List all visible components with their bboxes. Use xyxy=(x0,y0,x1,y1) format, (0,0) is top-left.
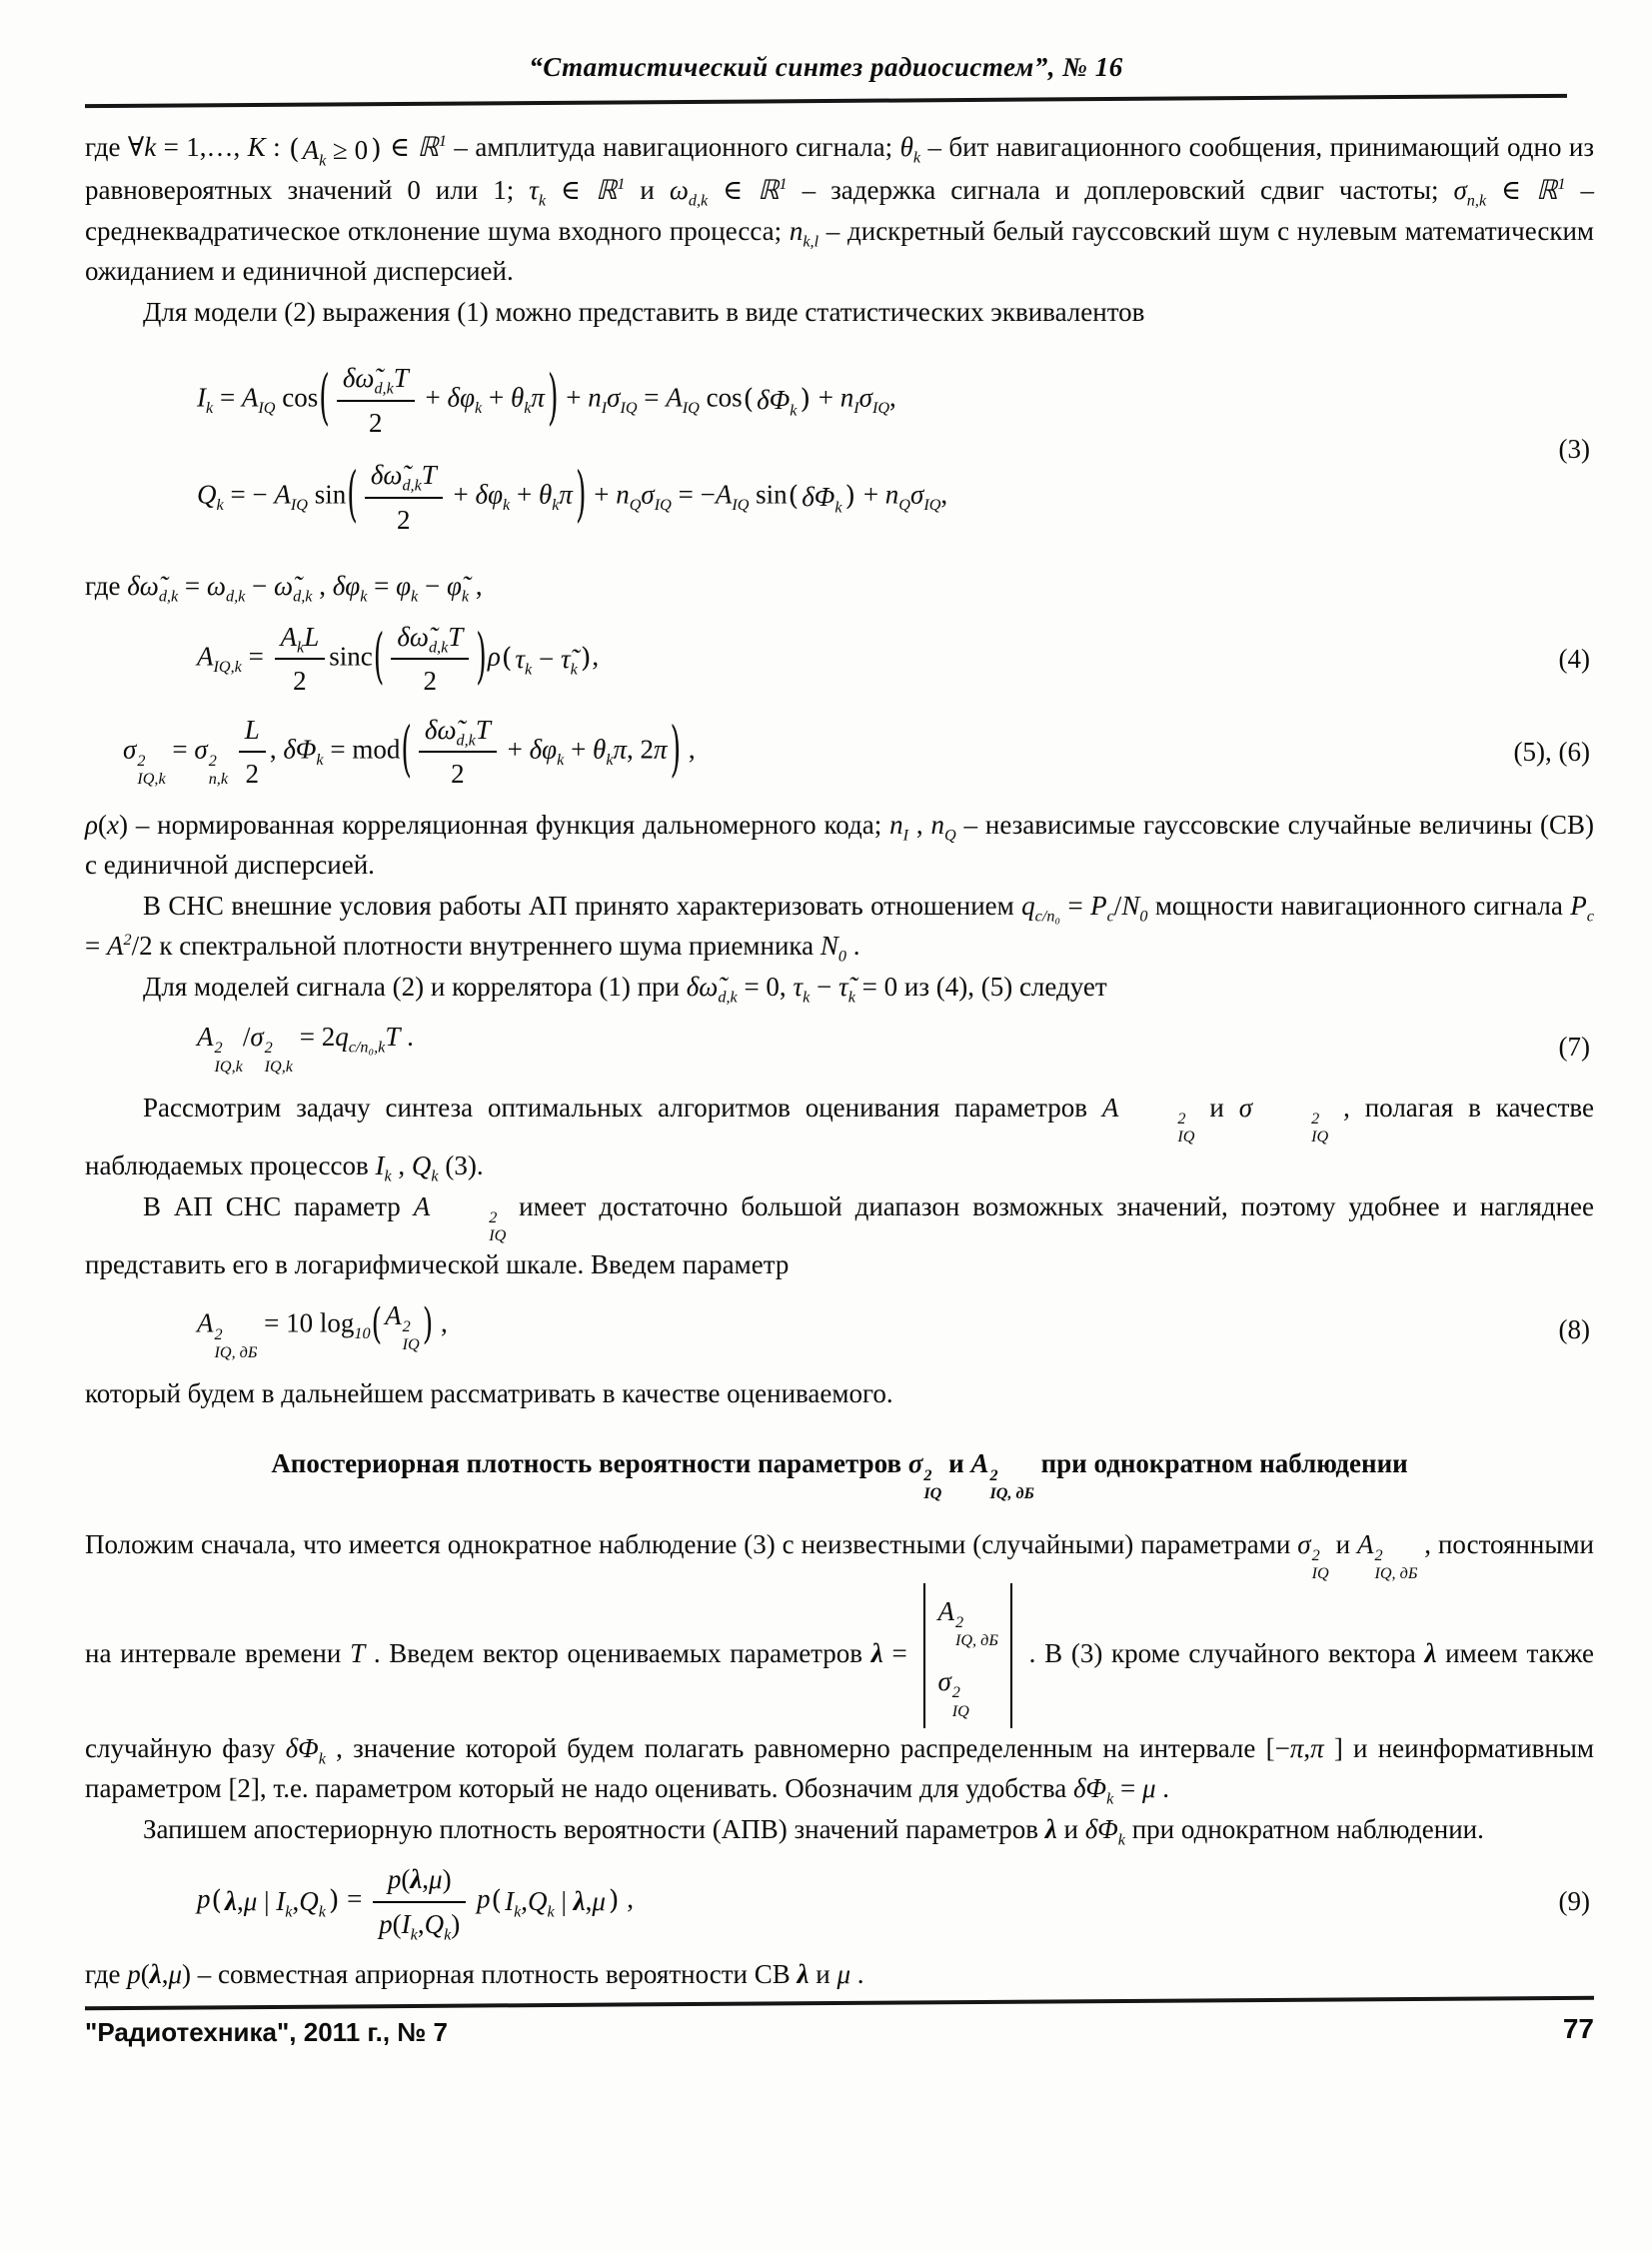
paragraph-estimated-param: который будем в дальнейшем рассматривать в качестве оцениваемого. xyxy=(85,1377,893,1408)
equation-3-line-q: $Q_k$ = − $A_{IQ}$ sin ( $\frac{\delta\omegã_{d,k}T}{2}$ + $\delta\varphi_k + \theta_k\pi$ ) + $n_Q\sigma_{IQ} = -A_{IQ}$ sin ( $\delta\Phi_k$ ) + $n_Q\sigma_{IQ}$, xyxy=(197,457,1559,538)
equation-number: (3) xyxy=(1558,433,1590,464)
paragraph-signal-definitions: где ∀k = 1,…, K : ( $A_k \ge 0$ ) ∈ ℝ$^1$ – амплитуда навигационного сигнала; $\theta_k$ – бит навигационного сообщения, принимающий одно из равновероятных значений 0 или 1; $\tau_k$ ∈ ℝ$^1$ и $\omega_{d,k}$ ∈ ℝ$^1$ – задержка сигнала и доплеровский сдвиг частоты; $\sigma_{n,k}$ ∈ ℝ$^1$ – среднеквадратическое отклонение шума входного процесса; $n_{k,l}$ – дискретный белый гауссовский шум с нулевым математическим ожиданием и единичной дисперсией. xyxy=(85,132,1594,287)
paragraph-prior-density: где p(λ,μ) – совместная априорная плотность вероятности СВ λ и μ . xyxy=(85,1959,864,1990)
equation-4 xyxy=(85,619,1594,700)
equation-number: (8) xyxy=(1558,1313,1590,1344)
paragraph-snr-ratio: В СНС внешние условия работы АП принято характеризовать отношением $q_{c/n_0} = P_c/N_0$ мощности навигационного сигнала $P_c = A^2/2$ к спектральной плотности внутреннего шума приемника $N_0$ . xyxy=(85,890,1594,966)
journal-header-title: “Статистический синтез радиосистем”, № 16 xyxy=(529,52,1123,82)
equation-7-body: A 2 IQ,k /σ 2 IQ,k = $2q_{c/n_0,k}T$ . xyxy=(197,1022,414,1076)
running-head xyxy=(85,52,1567,103)
equation-4-body: $A_{IQ,k}$ = $\frac{A_kL}{2}$ sinc ( $\frac{\delta\omegã_{d,k}T}{2}$ ) ρ ( $\tau_k$ − $\taũ_k$ ) , xyxy=(85,619,1559,700)
paragraph-posterior-intro: Запишем апостериорную плотность вероятности (АПВ) значений параметров λ и $\delta\Phi_k$ при однократном наблюдении. xyxy=(143,1813,1484,1849)
paragraph-log-scale: В АП СНС параметр A 2 IQ имеет достаточно большой диапазон возможных значений, поэтому удобнее и нагляднее представить его в логарифмической шкале. Введем параметр xyxy=(85,1190,1595,1280)
paragraph-notation: где $\delta\omegã_{d,k} = \omega_{d,k}$ − $\omegã_{d,k}$ , $\delta\varphi_k = \varphi_k$ − $\varphĩ_k$ , xyxy=(85,571,483,606)
equation-5-6-body: σ 2 IQ,k = σ 2 n,k $\frac{L}{2}$ , $\delta\Phi_k$ = mod ( $\frac{\delta\omegã_{d,k}T}{2}$ + $\delta\varphi_k + \theta_k\pi$, 2π ) , xyxy=(85,712,1514,793)
equation-number: (5), (6) xyxy=(1513,736,1590,767)
equation-9-body: p ( λ,μ | $I_k,Q_k$ ) = $\frac{p(\lambda,\mu)}{p(I_k,Q_k)}$ p ( $I_k,Q_k$ | λ,μ ) , xyxy=(85,1861,1559,1942)
paragraph-signal-models: Для моделей сигнала (2) и коррелятора (1) при $\delta\omegã_{d,k} = 0$, $\tau_k$ − $\taũ_k = 0$ из (4), (5) следует xyxy=(143,971,1107,1007)
equation-8-body: A 2 IQ, дБ = 10 $\log_{10}$ ( A 2 IQ ) , xyxy=(197,1299,448,1361)
footer-rule xyxy=(85,1996,1594,2011)
equation-3-body xyxy=(85,344,1559,554)
header-rule xyxy=(85,94,1567,108)
equation-number: (7) xyxy=(1558,1032,1590,1063)
paragraph-single-observation: Положим сначала, что имеется однократное наблюдение (3) с неизвестными (случайными) параметрами σ 2 IQ и A 2 IQ, дБ , постоянными на интервале времени T . Введем вектор оцениваемых параметров λ = A 2 IQ, дБ σ 2 IQ . В (3) кроме случайного вектора λ имеем также случайную фазу $\delta\Phi_k$ , значение которой будем полагать равномерно распределенным на интервале [−π,π ] и неинформативным параметром [2], т.е. параметром который не надо оценивать. Обозначим для удобства $\delta\Phi_k = \mu$ . xyxy=(85,1528,1595,1808)
equation-5-6 xyxy=(85,712,1594,793)
equation-7 xyxy=(85,1019,1594,1076)
equation-9 xyxy=(85,1861,1594,1942)
journal-footer-ref: "Радиотехника", 2011 г., № 7 xyxy=(85,2017,448,2047)
paragraph-rho-definition: ρ(x) – нормированная корреляционная функция дальномерного кода; $n_I$ , $n_Q$ – независимые гауссовские случайные величины (СВ) с единичной дисперсией. xyxy=(85,809,1595,881)
equation-number: (9) xyxy=(1558,1886,1590,1917)
page-footer xyxy=(85,1995,1594,2049)
page-body xyxy=(85,127,1594,1995)
equation-3 xyxy=(85,344,1594,554)
paragraph-model-equivalents: Для модели (2) выражения (1) можно представить в виде статистических эквивалентов xyxy=(143,296,1145,327)
equation-number: (4) xyxy=(1558,643,1590,674)
footer-line xyxy=(85,2013,1594,2049)
section-heading: Апостериорная плотность вероятности параметров σ 2 IQ и A 2 IQ, дБ при однократном наблюдении xyxy=(271,1448,1408,1502)
paragraph-synthesis-task: Рассмотрим задачу синтеза оптимальных алгоритмов оценивания параметров A 2 IQ и σ 2 IQ , полагая в качестве наблюдаемых процессов $I_k$ , $Q_k$ (3). xyxy=(85,1092,1595,1185)
page-number: 77 xyxy=(1562,2013,1594,2044)
equation-3-line-i: $I_k = A_{IQ}$ cos ( $\frac{\delta\omegã_{d,k}T}{2}$ + $\delta\varphi_k + \theta_k\pi$ ) + $n_I\sigma_{IQ} = A_{IQ}$ cos ( $\delta\Phi_k$ ) + $n_I\sigma_{IQ}$, xyxy=(197,360,1559,441)
equation-8 xyxy=(85,1297,1594,1361)
